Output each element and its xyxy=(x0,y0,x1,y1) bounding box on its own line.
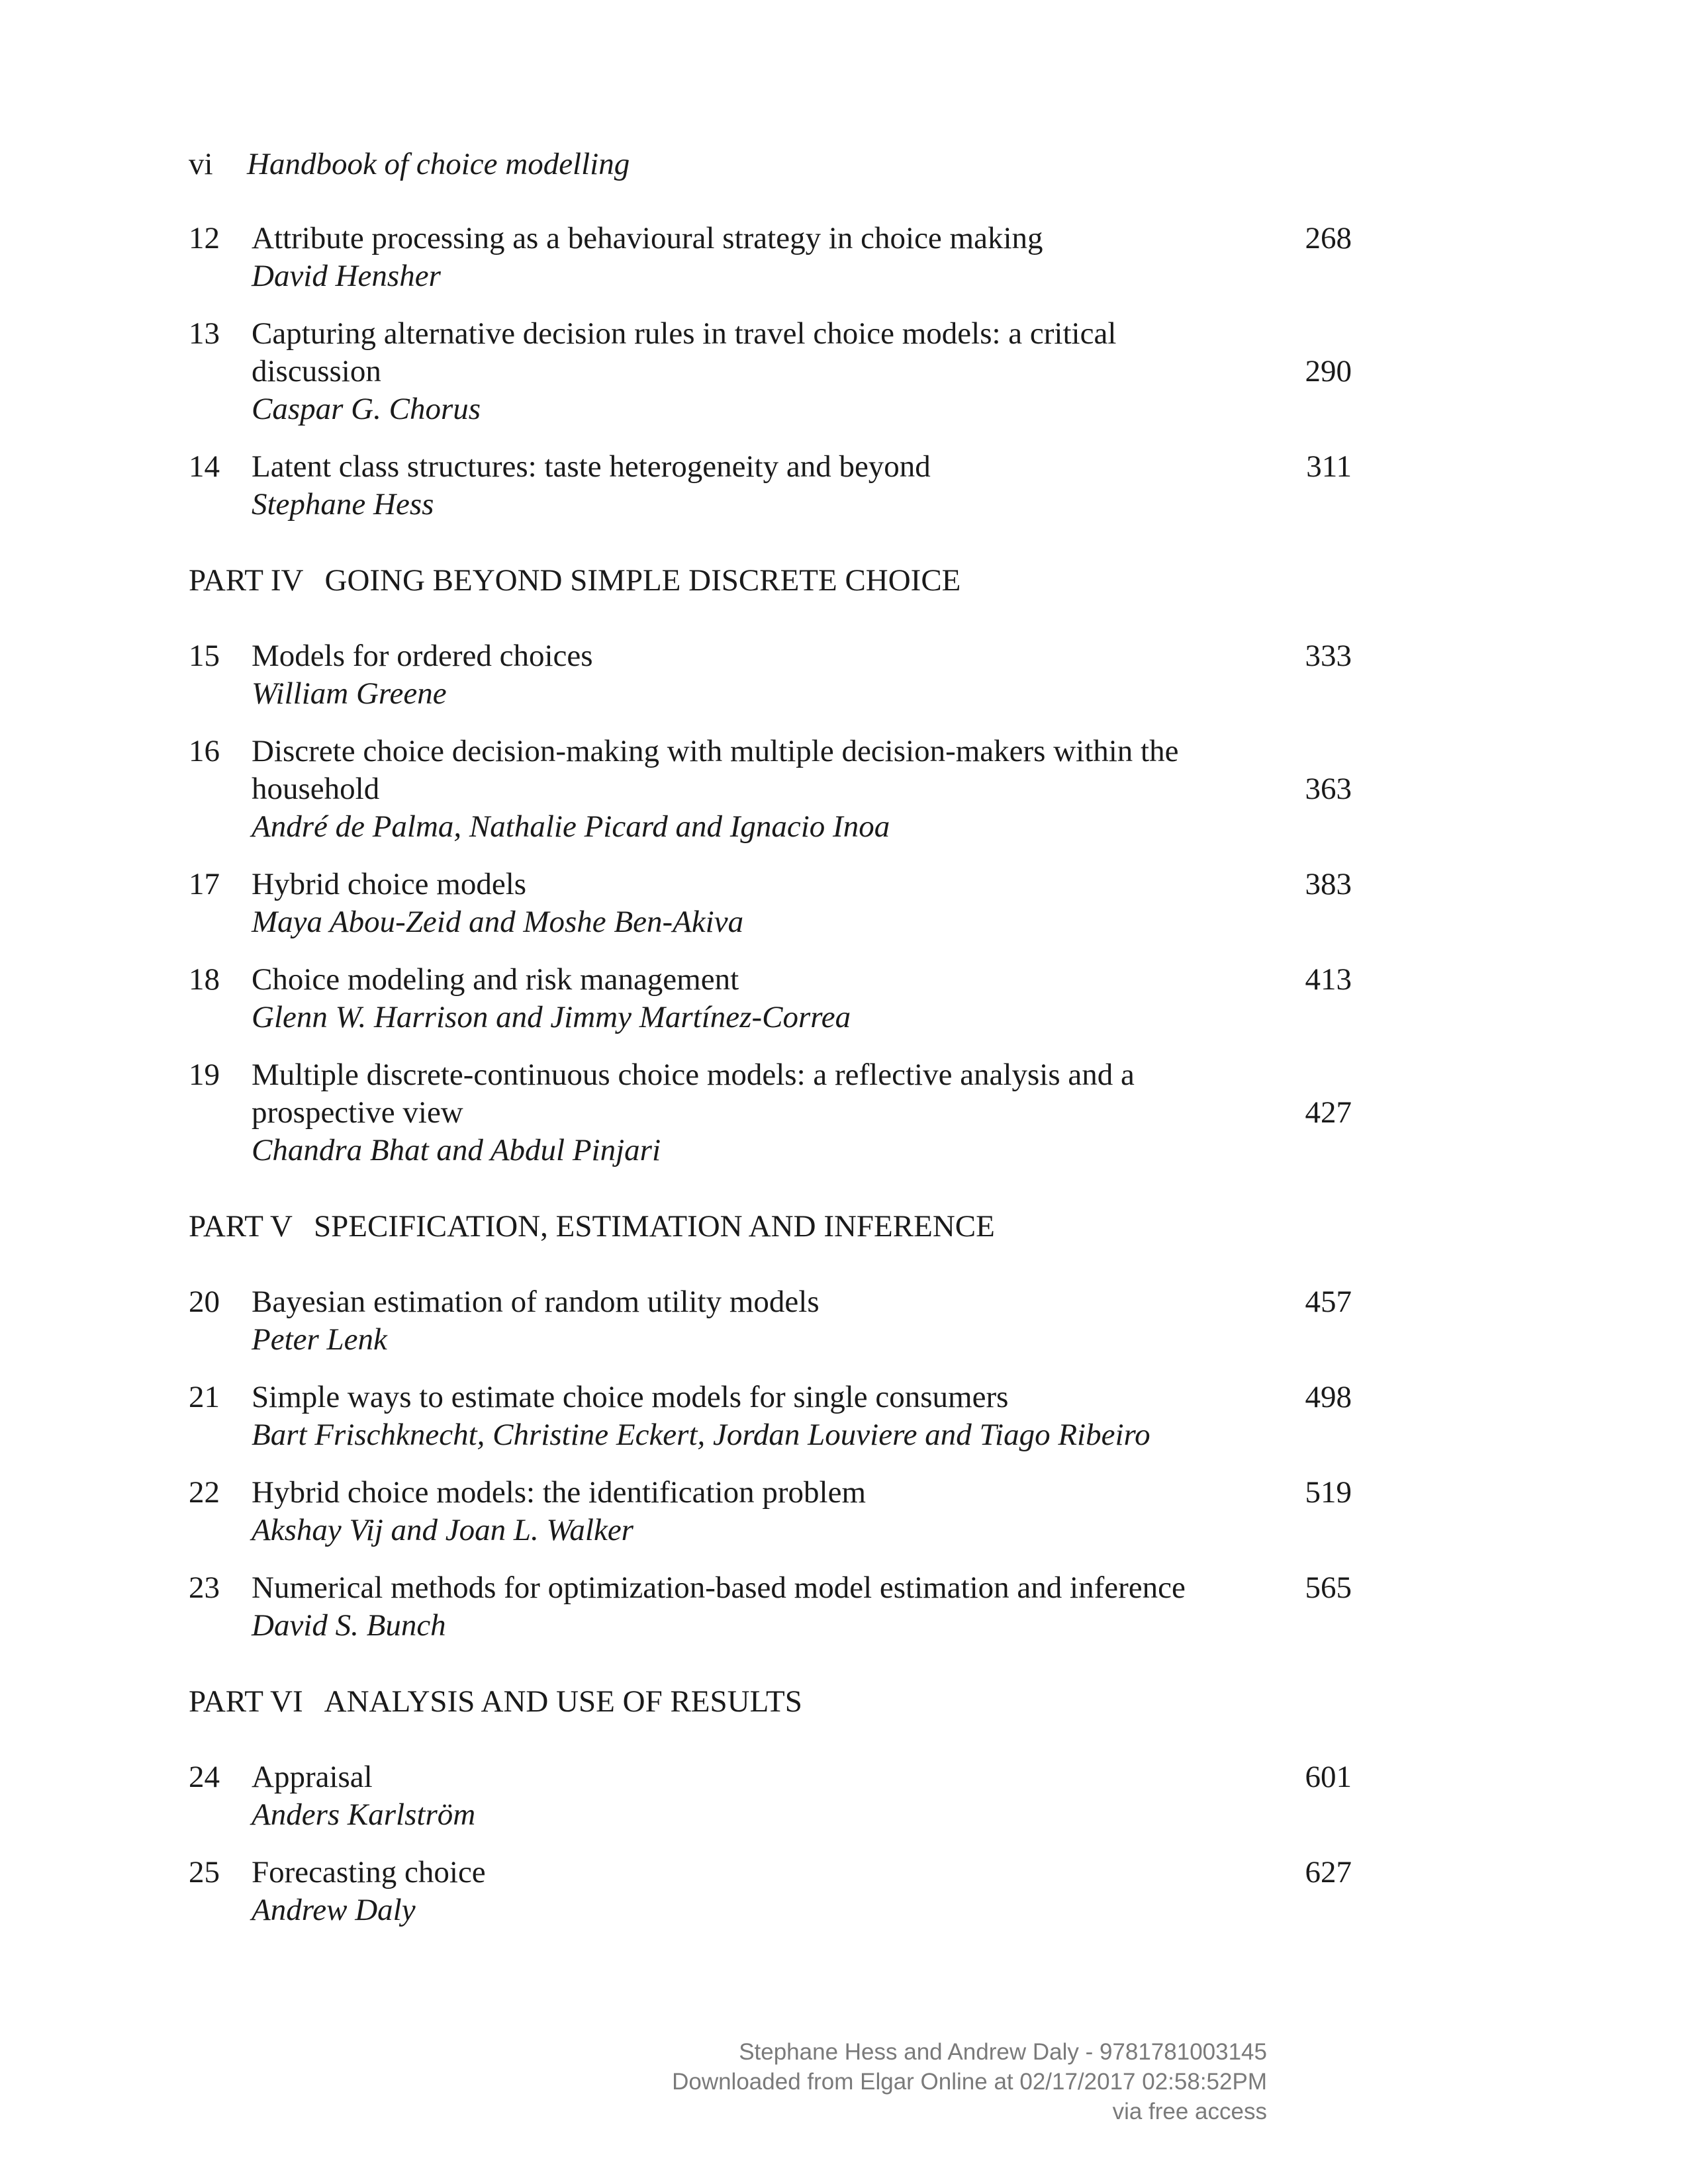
chapter-page: 363 xyxy=(1305,772,1352,806)
part-label: PART V xyxy=(189,1209,293,1244)
chapter-number: 16 xyxy=(189,734,220,768)
chapter-page: 268 xyxy=(1305,221,1352,255)
part-label: PART VI xyxy=(189,1684,303,1719)
toc-entry-23[interactable] xyxy=(189,1569,1360,1645)
chapter-title-line-2: household xyxy=(252,772,380,806)
toc-entry-13[interactable] xyxy=(189,315,1360,428)
chapter-title: Simple ways to estimate choice models for single consumers xyxy=(252,1380,1009,1414)
chapter-number: 15 xyxy=(189,639,220,673)
chapter-title: Attribute processing as a behavioural strategy in choice making xyxy=(252,221,1043,255)
table-of-contents xyxy=(189,220,1360,1929)
chapter-author: David S. Bunch xyxy=(252,1608,446,1643)
chapter-title-line-1: Multiple discrete-continuous choice models: a reflective analysis and a xyxy=(252,1058,1135,1092)
toc-entry-14[interactable] xyxy=(189,448,1360,523)
chapter-title: Models for ordered choices xyxy=(252,639,593,673)
toc-entry-19[interactable] xyxy=(189,1056,1360,1169)
chapter-author: Chandra Bhat and Abdul Pinjari xyxy=(252,1133,661,1167)
chapter-page: 627 xyxy=(1305,1855,1352,1889)
chapter-number: 12 xyxy=(189,221,220,255)
chapter-title: Forecasting choice xyxy=(252,1855,486,1889)
part-title: ANALYSIS AND USE OF RESULTS xyxy=(324,1684,802,1719)
watermark-line-1: Stephane Hess and Andrew Daly - 9781781003145 xyxy=(739,2039,1267,2065)
chapter-page: 290 xyxy=(1305,354,1352,388)
chapter-number: 13 xyxy=(189,316,220,351)
chapter-title: Bayesian estimation of random utility models xyxy=(252,1285,820,1319)
part-heading-v[interactable] xyxy=(189,1206,1360,1246)
chapter-title-line-1: Discrete choice decision-making with multiple decision-makers within the xyxy=(252,734,1179,768)
part-heading-iv[interactable] xyxy=(189,561,1360,600)
chapter-number: 22 xyxy=(189,1475,220,1510)
chapter-author: Bart Frischknecht, Christine Eckert, Jordan Louviere and Tiago Ribeiro xyxy=(252,1418,1150,1452)
toc-entry-12[interactable] xyxy=(189,220,1360,295)
toc-entry-25[interactable] xyxy=(189,1854,1360,1929)
part-title: GOING BEYOND SIMPLE DISCRETE CHOICE xyxy=(324,563,961,598)
chapter-page: 427 xyxy=(1305,1095,1352,1130)
chapter-number: 24 xyxy=(189,1760,220,1794)
chapter-number: 25 xyxy=(189,1855,220,1889)
toc-entry-21[interactable] xyxy=(189,1379,1360,1454)
toc-entry-22[interactable] xyxy=(189,1474,1360,1549)
chapter-title: Appraisal xyxy=(252,1760,373,1794)
chapter-title-line-2: prospective view xyxy=(252,1095,463,1130)
download-watermark xyxy=(672,2037,1267,2126)
chapter-title: Choice modeling and risk management xyxy=(252,962,739,997)
chapter-page: 519 xyxy=(1305,1475,1352,1510)
chapter-page: 601 xyxy=(1305,1760,1352,1794)
chapter-number: 14 xyxy=(189,449,220,484)
book-title: Handbook of choice modelling xyxy=(247,147,630,181)
chapter-author: Anders Karlström xyxy=(252,1797,476,1832)
watermark-line-3: via free access xyxy=(1112,2099,1267,2124)
part-label: PART IV xyxy=(189,563,304,598)
chapter-author: André de Palma, Nathalie Picard and Ignacio Inoa xyxy=(252,809,890,844)
chapter-page: 383 xyxy=(1305,867,1352,901)
chapter-page: 457 xyxy=(1305,1285,1352,1319)
chapter-author: David Hensher xyxy=(252,259,441,293)
chapter-number: 20 xyxy=(189,1285,220,1319)
chapter-title: Numerical methods for optimization-based model estimation and inference xyxy=(252,1570,1186,1605)
toc-entry-18[interactable] xyxy=(189,961,1360,1036)
page-numeral: vi xyxy=(189,147,213,181)
chapter-number: 19 xyxy=(189,1058,220,1092)
chapter-author: Peter Lenk xyxy=(252,1322,387,1357)
part-heading-vi[interactable] xyxy=(189,1682,1360,1721)
chapter-page: 333 xyxy=(1305,639,1352,673)
watermark-line-2: Downloaded from Elgar Online at 02/17/2017 02:58:52PM xyxy=(672,2069,1267,2095)
chapter-page: 413 xyxy=(1305,962,1352,997)
part-title: SPECIFICATION, ESTIMATION AND INFERENCE xyxy=(314,1209,995,1244)
chapter-page: 498 xyxy=(1305,1380,1352,1414)
chapter-author: William Greene xyxy=(252,676,447,711)
chapter-page: 311 xyxy=(1306,449,1352,484)
chapter-author: Caspar G. Chorus xyxy=(252,392,481,426)
toc-entry-24[interactable] xyxy=(189,1758,1360,1834)
chapter-author: Andrew Daly xyxy=(252,1893,416,1927)
chapter-author: Maya Abou-Zeid and Moshe Ben-Akiva xyxy=(252,905,744,939)
chapter-title: Latent class structures: taste heterogeneity and beyond xyxy=(252,449,931,484)
chapter-author: Glenn W. Harrison and Jimmy Martínez-Correa xyxy=(252,1000,851,1034)
chapter-number: 18 xyxy=(189,962,220,997)
toc-entry-20[interactable] xyxy=(189,1283,1360,1359)
chapter-title: Hybrid choice models: the identification problem xyxy=(252,1475,866,1510)
chapter-title-line-2: discussion xyxy=(252,354,381,388)
running-header xyxy=(189,144,630,184)
chapter-author: Stephane Hess xyxy=(252,487,434,522)
chapter-author: Akshay Vij and Joan L. Walker xyxy=(252,1513,633,1547)
chapter-page: 565 xyxy=(1305,1570,1352,1605)
chapter-title-line-1: Capturing alternative decision rules in travel choice models: a critical xyxy=(252,316,1117,351)
toc-entry-15[interactable] xyxy=(189,637,1360,713)
chapter-title: Hybrid choice models xyxy=(252,867,527,901)
toc-entry-17[interactable] xyxy=(189,866,1360,941)
chapter-number: 17 xyxy=(189,867,220,901)
toc-entry-16[interactable] xyxy=(189,733,1360,846)
chapter-number: 23 xyxy=(189,1570,220,1605)
chapter-number: 21 xyxy=(189,1380,220,1414)
